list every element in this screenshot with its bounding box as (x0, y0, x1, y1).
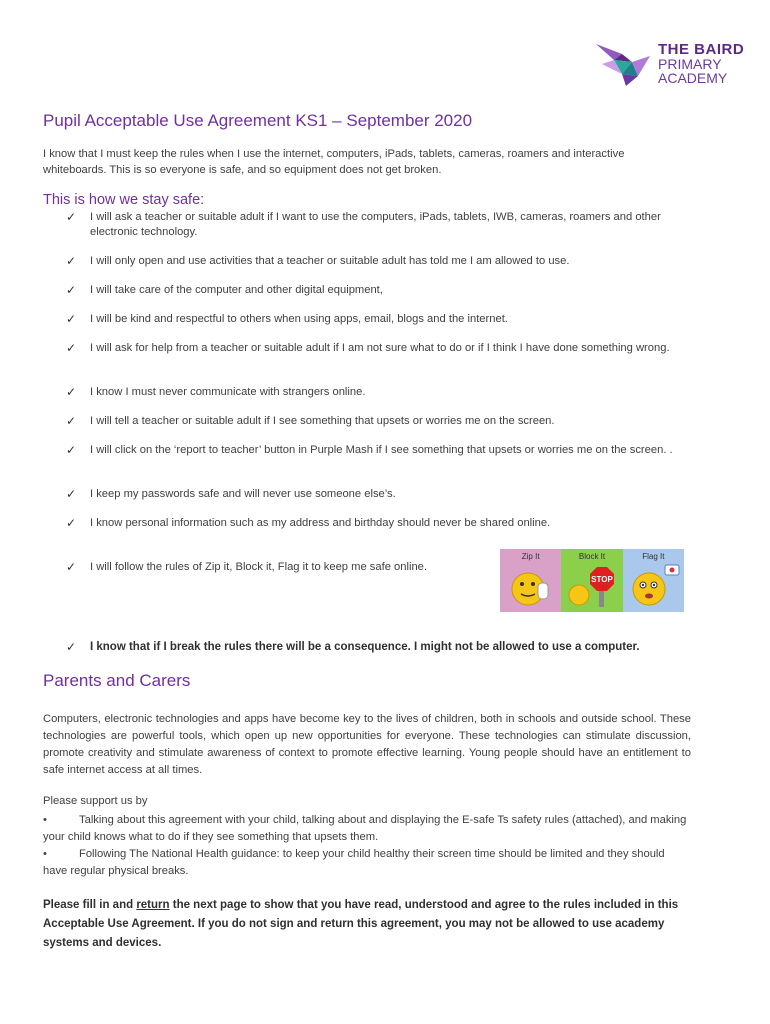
rule-item: I will ask a teacher or suitable adult if I want to use the computers, iPads, tablets, IWB, cameras, roamers and other electronic technology. (90, 211, 661, 238)
check-icon: ✓ (66, 341, 77, 355)
return-emphasis: return (136, 899, 170, 911)
logo-line-1: THE BAIRD (658, 41, 745, 58)
flag-it-panel (623, 549, 684, 612)
zip-block-flag-image (500, 549, 684, 612)
support-bullet-text: Talking about this agreement with your child, talking about and displaying the E-safe Ts safety rules (attached), and making your child knows what to do if they see something that upsets them. (43, 814, 687, 843)
parents-paragraph: Computers, electronic technologies and apps have become key to the lives of children, both in schools and outside school. These technologies are powerful tools, which open up new opportunities for everyone. These technologies can stimulate discussion, promote creativity and stimulate awareness of context to promote effective learning. Young people should have an entitlement to safe internet access at all times. (43, 713, 691, 776)
support-bullet-text: Following The National Health guidance: to keep your child healthy their screen time should be limited and they should have regular physical breaks. (43, 848, 665, 877)
academy-logo (592, 40, 745, 90)
rule-item: I will be kind and respectful to others when using apps, email, blogs and the internet. (90, 313, 508, 325)
rule-item: I keep my passwords safe and will never use someone else’s. (90, 488, 396, 500)
zip-it-panel (500, 549, 561, 612)
return-instructions (43, 896, 693, 953)
bullet-icon: • (43, 814, 47, 826)
logo-line-3: ACADEMY (658, 70, 728, 86)
safe-heading: This is how we stay safe: (43, 192, 205, 208)
hummingbird-logo-icon (592, 40, 654, 90)
consequence-rule: I know that if I break the rules there will be a consequence. I might not be allowed to use a computer. (90, 641, 640, 653)
logo-line-2: PRIMARY (658, 56, 722, 72)
check-icon: ✓ (66, 516, 77, 530)
rule-item: I will ask for help from a teacher or suitable adult if I am not sure what to do or if I think I have done something wrong. (90, 342, 670, 354)
check-icon: ✓ (66, 560, 77, 574)
final-text-end: the next page to show that you have read, understood and agree to the rules included in this Acceptable Use Agreement. If you do not sign and return this agreement, you may not be allowed to use academy systems and devices. (43, 899, 679, 949)
check-icon: ✓ (66, 385, 77, 399)
block-it-stop-icon (561, 549, 622, 612)
rule-item: I will click on the ‘report to teacher’ button in Purple Mash if I see something that upsets or worries me on the screen. . (90, 444, 673, 456)
support-intro: Please support us by (43, 795, 148, 807)
flag-it-label: Flag It (642, 552, 665, 561)
bullet-icon: • (43, 848, 47, 860)
support-bullet (43, 846, 691, 880)
zip-it-smiley-icon (500, 549, 561, 612)
rule-item: I will follow the rules of Zip it, Block it, Flag it to keep me safe online. (90, 561, 428, 573)
check-icon: ✓ (66, 312, 77, 326)
final-text-start: Please fill in and (43, 899, 137, 911)
stop-sign-text: STOP (591, 575, 614, 584)
check-icon: ✓ (66, 254, 77, 268)
rule-item: I will take care of the computer and other digital equipment, (90, 284, 383, 296)
check-icon: ✓ (66, 487, 77, 501)
flag-it-smiley-icon (623, 549, 684, 612)
rule-item: I know I must never communicate with strangers online. (90, 386, 366, 398)
parents-heading: Parents and Carers (43, 671, 191, 690)
check-icon: ✓ (66, 443, 77, 457)
check-icon: ✓ (66, 283, 77, 297)
zip-it-label: Zip It (521, 552, 540, 561)
intro-paragraph: I know that I must keep the rules when I use the internet, computers, iPads, tablets, cameras, roamers and interactive whiteboards. This is so everyone is safe, and so equipment does not get broken. (43, 148, 625, 176)
rule-item: I will only open and use activities that a teacher or suitable adult has told me I am allowed to use. (90, 255, 570, 267)
rule-item: I know personal information such as my address and birthday should never be shared online. (90, 517, 551, 529)
block-it-label: Block It (578, 552, 606, 561)
check-icon: ✓ (66, 640, 77, 654)
page-title: Pupil Acceptable Use Agreement KS1 – September 2020 (43, 111, 473, 130)
support-bullet (43, 812, 691, 846)
rule-item: I will tell a teacher or suitable adult if I see something that upsets or worries me on the screen. (90, 415, 555, 427)
block-it-panel (561, 549, 622, 612)
check-icon: ✓ (66, 210, 77, 224)
check-icon: ✓ (66, 414, 77, 428)
